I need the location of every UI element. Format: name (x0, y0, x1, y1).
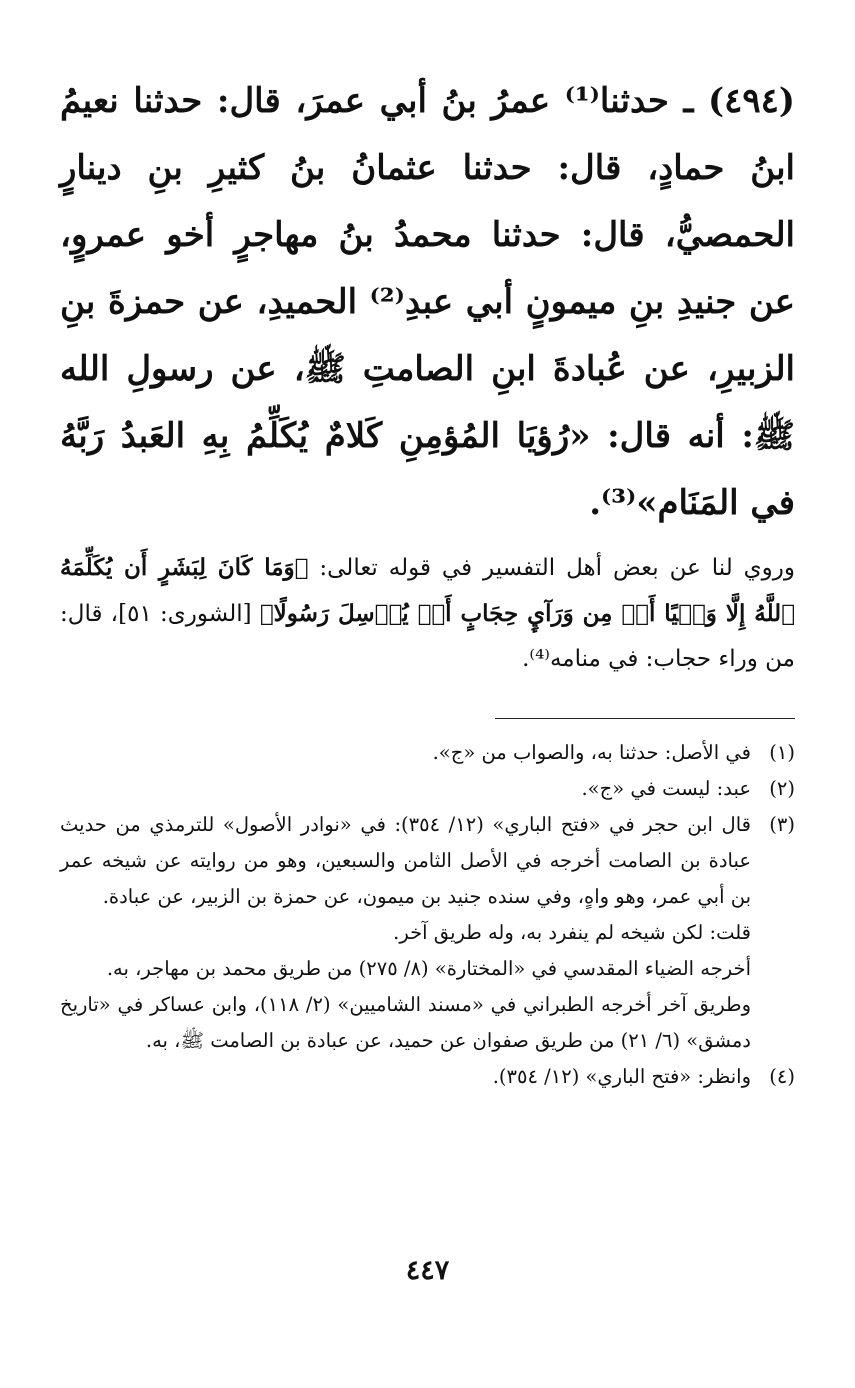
footnote-text: وطريق آخر أخرجه الطبراني في «مسند الشاميين» (٢/ ١١٨)، وابن عساكر في «تاريخ دمشق» (٦/ ٢١) من طريق صفوان عن حميد، عن عبادة بن الصامت ﷺ، به. (60, 993, 751, 1052)
footnote-3 (60, 807, 795, 1059)
footnote-text: وانظر: «فتح الباري» (١٢/ ٣٥٤). (492, 1065, 751, 1088)
footnote-text: عبد: ليست في «ج». (581, 777, 751, 800)
footnote-2 (60, 771, 795, 807)
quran-verse: ﴿وَمَا كَانَ لِبَشَرٍ أَن يُكَلِّمَهُ ٱللَّهُ إِلَّا وَحۡيًا أَوۡ مِن وَرَآيِٕ حِجَابٍ أَوۡ يُرۡسِلَ رَسُولًا﴾ (60, 554, 795, 627)
footnote-body (60, 771, 751, 807)
footnotes (60, 735, 795, 1095)
footnote-text: في الأصل: حدثنا به، والصواب من «ج». (432, 741, 751, 764)
hadith-number: (٤٩٤) (708, 81, 795, 121)
commentary-intro: وروي لنا عن بعض أهل التفسير في قوله تعالى: (319, 555, 796, 581)
footnote-body (60, 807, 751, 1059)
footnote-1 (60, 735, 795, 771)
footnote-divider (495, 718, 795, 719)
footnote-body (60, 735, 751, 771)
commentary-rest: ، قال: من وراء حجاب: في منامه⁽⁴⁾. (60, 601, 795, 672)
footnote-text: أخرجه الضياء المقدسي في «المختارة» (٨/ ٢٧٥) من طريق محمد بن مهاجر، به. (106, 957, 751, 980)
footnote-number: (٢) (769, 777, 795, 800)
verse-reference: [الشورى: ٥١] (118, 601, 252, 627)
footnote-number: (٤) (769, 1065, 795, 1088)
commentary-paragraph (60, 545, 795, 682)
footnote-text: قال ابن حجر في «فتح الباري» (١٢/ ٣٥٤): في «نوادر الأصول» للترمذي من حديث عبادة بن الصامت أخرجه في الأصل الثامن والسبعين، وهو من روايته عن شيخه عمر بن أبي عمر، وهو واهٍ، وفي سنده جنيد بن ميمون، عن حمزة بن الزبير، عن عبادة. (60, 813, 751, 908)
page-number: ٤٤٧ (405, 1255, 450, 1286)
hadith-body: ـ حدثنا⁽¹⁾ عمرُ بنُ أبي عمرَ، قال: حدثنا نعيمُ ابنُ حمادٍ، قال: حدثنا عثمانُ بنُ كثيرِ بنِ دينارٍ الحمصيُّ، قال: حدثنا محمدُ بنُ مهاجرٍ أخو عمروٍ، عن جنيدِ بنِ ميمونٍ أبي عبدِ⁽²⁾ الحميدِ، عن حمزةَ بنِ الزبيرِ، عن عُبادةَ ابنِ الصامتِ ﷺ، عن رسولِ الله ﷺ: أنه قال: «رُؤيَا المُؤمِنِ كَلامٌ يُكَلِّمُ بِهِ العَبدُ رَبَّهُ في المَنَام»⁽³⁾. (60, 81, 796, 523)
footnote-number: (١) (769, 741, 795, 764)
footnote-text: قلت: لكن شيخه لم ينفرد به، وله طريق آخر. (393, 921, 751, 944)
hadith-text (60, 68, 795, 537)
footnote-4 (60, 1059, 795, 1095)
footnote-number: (٣) (769, 813, 795, 836)
footnote-body (60, 1059, 751, 1095)
